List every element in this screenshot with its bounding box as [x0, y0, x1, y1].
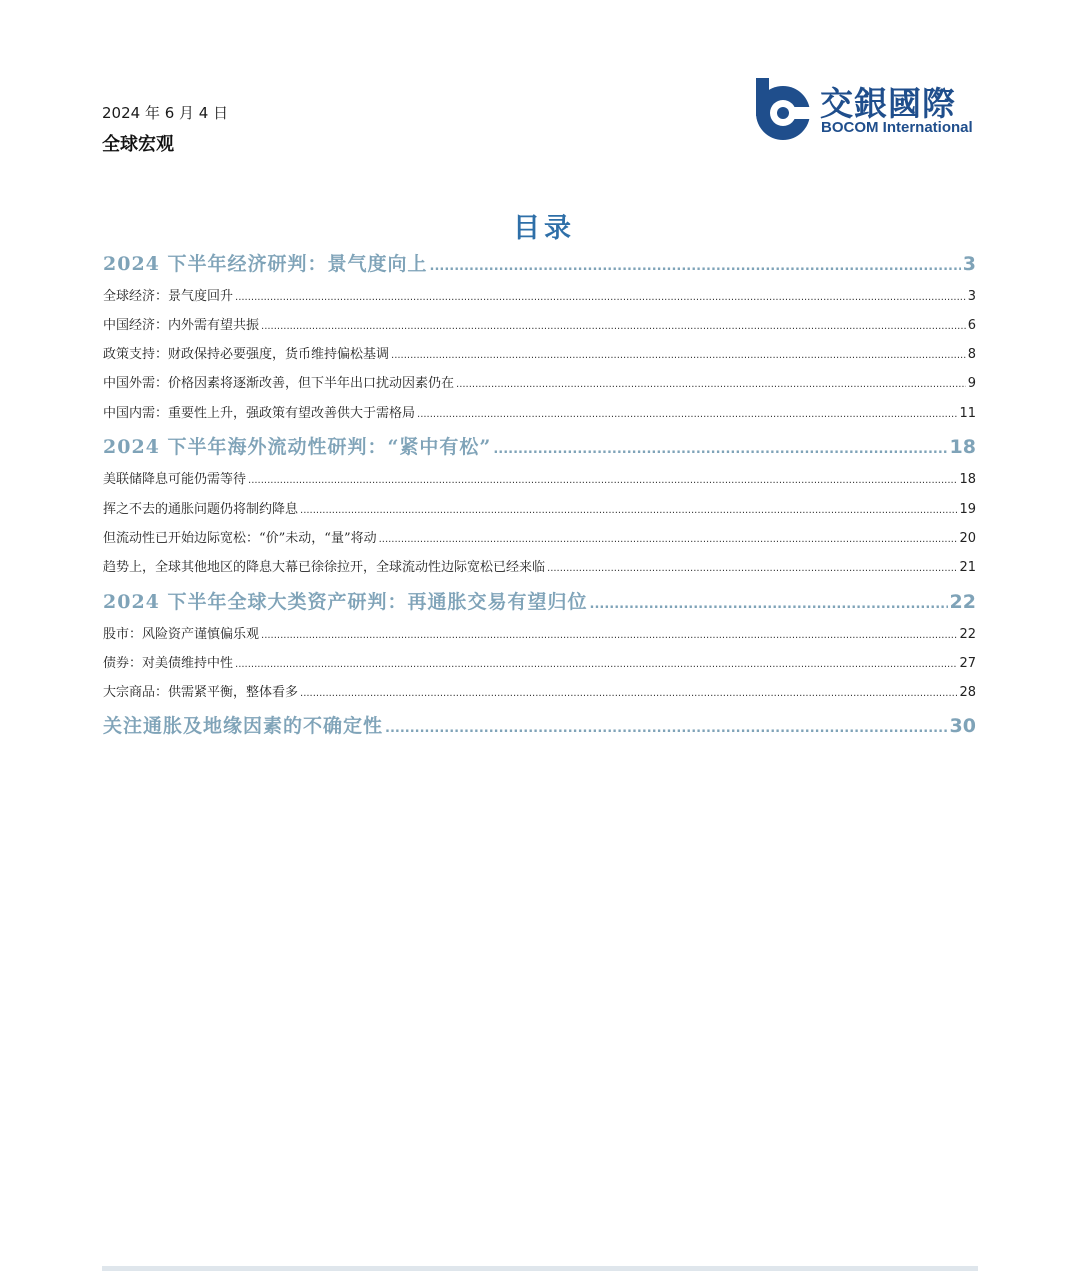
toc-dot-leader [547, 563, 957, 574]
toc-dot-leader [385, 721, 948, 736]
toc-page-number: 6 [967, 318, 976, 333]
toc-entry-label: 2024 下半年全球大类资产研判：再通胀交易有望归位 [103, 591, 588, 613]
toc-subsection-entry[interactable] [103, 681, 976, 700]
bocom-logo-mark-icon [752, 76, 814, 142]
toc-entry-label: 美联储降息可能仍需等待 [103, 472, 247, 487]
toc-entry-label: 中国经济：内外需有望共振 [103, 318, 260, 333]
toc-page-number: 8 [967, 347, 976, 362]
toc-subsection-entry[interactable] [103, 623, 976, 642]
toc-entry-label: 全球经济：景气度回升 [103, 289, 234, 304]
logo-chinese-name: 交銀國際 [820, 84, 956, 123]
toc-subsection-entry[interactable] [103, 314, 976, 333]
toc-subsection-entry[interactable] [103, 372, 976, 391]
toc-page-number: 18 [949, 436, 976, 458]
toc-page-number: 18 [959, 472, 976, 487]
report-category: 全球宏观 [102, 134, 174, 155]
toc-entry-label: 2024 下半年海外流动性研判：“紧中有松” [103, 436, 492, 458]
toc-page-number: 3 [967, 289, 976, 304]
toc-dot-leader [300, 688, 957, 699]
toc-title: 目录 [513, 213, 575, 244]
toc-section-entry[interactable] [103, 432, 976, 459]
toc-page-number: 30 [949, 715, 976, 737]
toc-dot-leader [430, 259, 961, 274]
toc-subsection-entry[interactable] [103, 498, 976, 517]
toc-subsection-entry[interactable] [103, 527, 976, 546]
toc-dot-leader [261, 321, 966, 332]
toc-page-number: 20 [959, 531, 976, 546]
toc-dot-leader [493, 442, 947, 457]
toc-page-number: 28 [959, 685, 976, 700]
toc-entry-label: 中国内需：重要性上升，强政策有望改善供大于需格局 [103, 406, 416, 421]
toc-subsection-entry[interactable] [103, 652, 976, 671]
toc-dot-leader [391, 350, 966, 361]
toc-entry-label: 但流动性已开始边际宽松：“价”未动，“量”将动 [103, 531, 377, 546]
toc-dot-leader [379, 534, 958, 545]
toc-dot-leader [235, 659, 957, 670]
toc-subsection-entry[interactable] [103, 343, 976, 362]
toc-page-number: 21 [959, 560, 976, 575]
toc-page-number: 3 [962, 253, 976, 275]
toc-entry-label: 大宗商品：供需紧平衡，整体看多 [103, 685, 299, 700]
toc-subsection-entry[interactable] [103, 402, 976, 421]
toc-subsection-entry[interactable] [103, 556, 976, 575]
bocom-logo [752, 76, 982, 142]
toc-section-entry[interactable] [103, 249, 976, 276]
footer-divider [102, 1266, 978, 1271]
toc-dot-leader [456, 379, 966, 390]
toc-page-number: 22 [959, 627, 976, 642]
toc-entry-label: 中国外需：价格因素将逐渐改善，但下半年出口扰动因素仍在 [103, 376, 455, 391]
toc-section-entry[interactable] [103, 711, 976, 738]
toc-subsection-entry[interactable] [103, 285, 976, 304]
toc-page-number: 11 [959, 406, 976, 421]
toc-dot-leader [590, 597, 948, 612]
toc-dot-leader [235, 292, 966, 303]
toc-dot-leader [248, 475, 957, 486]
toc-dot-leader [261, 630, 957, 641]
toc-page-number: 9 [967, 376, 976, 391]
toc-entry-label: 股市：风险资产谨慎偏乐观 [103, 627, 260, 642]
toc-dot-leader [417, 409, 957, 420]
toc-entry-label: 政策支持：财政保持必要强度，货币维持偏松基调 [103, 347, 390, 362]
toc-entry-label: 2024 下半年经济研判：景气度向上 [103, 253, 428, 275]
toc-entry-label: 债券：对美债维持中性 [103, 656, 234, 671]
toc-entry-label: 关注通胀及地缘因素的不确定性 [103, 715, 384, 737]
toc-subsection-entry[interactable] [103, 468, 976, 487]
toc-entry-label: 趋势上，全球其他地区的降息大幕已徐徐拉开，全球流动性边际宽松已经来临 [103, 560, 546, 575]
toc-page-number: 19 [959, 502, 976, 517]
toc-dot-leader [300, 505, 957, 516]
toc-page-number: 27 [959, 656, 976, 671]
logo-english-name: BOCOM International [821, 119, 973, 136]
toc-page-number: 22 [949, 591, 976, 613]
report-date: 2024 年 6 月 4 日 [102, 104, 229, 122]
toc-entry-label: 挥之不去的通胀问题仍将制约降息 [103, 502, 299, 517]
toc-section-entry[interactable] [103, 587, 976, 614]
